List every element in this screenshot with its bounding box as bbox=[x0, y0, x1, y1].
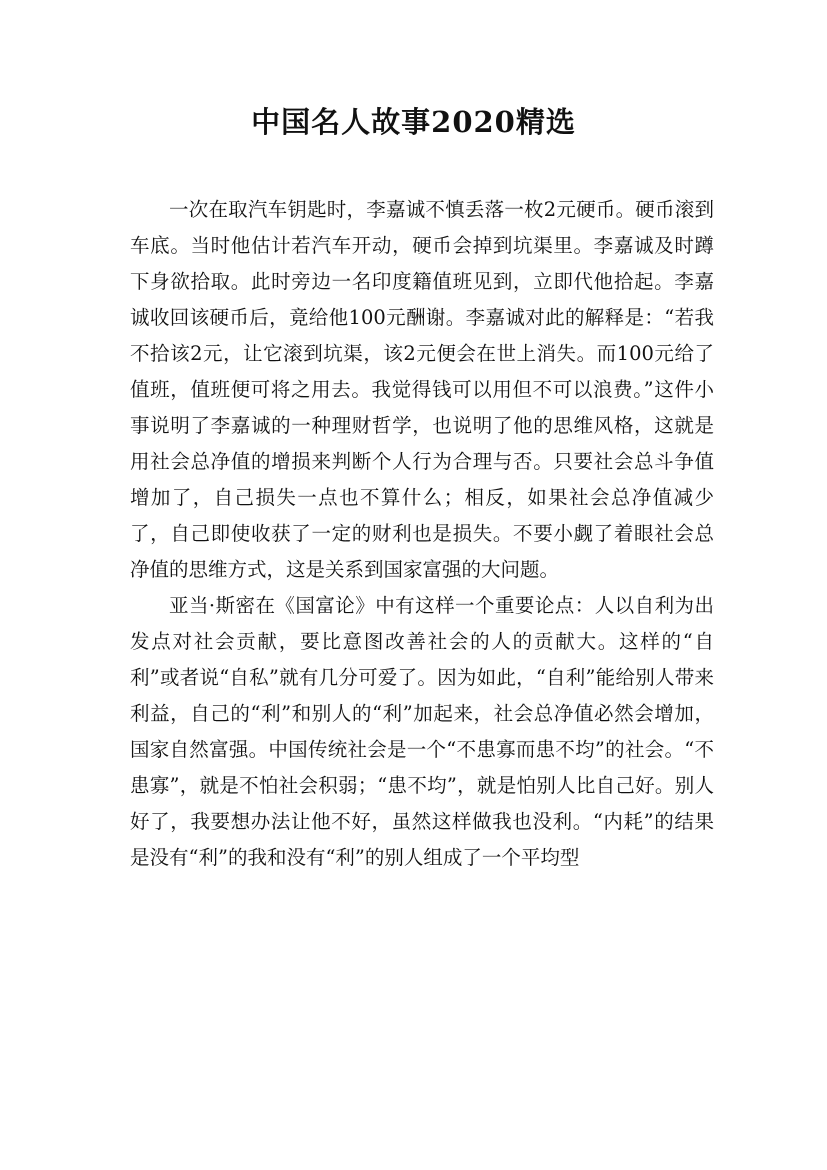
document-body bbox=[130, 192, 714, 876]
paragraph-2: 亚当·斯密在《国富论》中有这样一个重要论点：人以自利为出发点对社会贡献，要比意图改善社会的人的贡献大。这样的“自利”或者说“自私”就有几分可爱了。因为如此，“自利”能给别人带来利益，自己的“利”和别人的“利”加起来，社会总净值必然会增加，国家自然富强。中国传统社会是一个“不患寡而患不均”的社会。“不患寡”，就是不怕社会积弱；“患不均”，就是怕别人比自己好。别人好了，我要想办法让他不好，虽然这样做我也没利。“内耗”的结果是没有“利”的我和没有“利”的别人组成了一个平均型 bbox=[130, 594, 714, 869]
paragraph-1: 一次在取汽车钥匙时，李嘉诚不慎丢落一枚2元硬币。硬币滚到车底。当时他估计若汽车开动，硬币会掉到坑渠里。李嘉诚及时蹲下身欲拾取。此时旁边一名印度籍值班见到，立即代他拾起。李嘉诚收回该硬币后，竟给他100元酬谢。李嘉诚对此的解释是：“若我不拾该2元，让它滚到坑渠，该2元便会在世上消失。而100元给了值班，值班便可将之用去。我觉得钱可以用但不可以浪费。”这件小事说明了李嘉诚的一种理财哲学，也说明了他的思维风格，这就是用社会总净值的增损来判断个人行为合理与否。只要社会总斗争值增加了，自己损失一点也不算什么；相反，如果社会总净值减少了，自己即使收获了一定的财利也是损失。不要小觑了着眼社会总净值的思维方式，这是关系到国家富强的大问题。 bbox=[130, 198, 714, 581]
document-title: 中国名人故事2020精选 bbox=[251, 105, 576, 139]
